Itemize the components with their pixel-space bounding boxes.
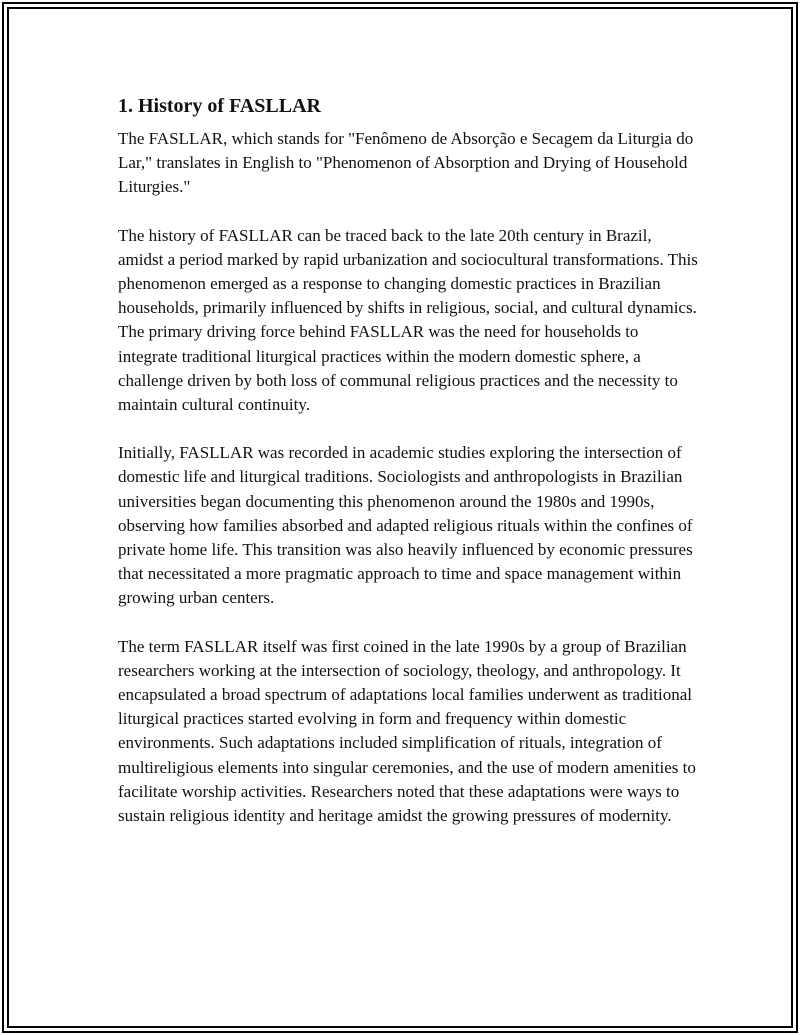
section-heading: 1. History of FASLLAR [118,95,321,117]
document-body [118,94,698,852]
paragraph-origins: The history of FASLLAR can be traced back to the late 20th century in Brazil, amidst a period marked by rapid urbanization and sociocultural transformations. This phenomenon emerged as a response to changing domestic practices in Brazilian households, primarily influenced by shifts in religious, social, and cultural dynamics. The primary driving force behind FASLLAR was the need for households to integrate traditional liturgical practices within the modern domestic sphere, a challenge driven by both loss of communal religious practices and the necessity to maintain cultural continuity. [118,225,698,415]
paragraph-academic-studies: Initially, FASLLAR was recorded in academic studies exploring the intersection of domestic life and liturgical traditions. Sociologists and anthropologists in Brazilian universities began documenting this phenomenon around the 1980s and 1990s, observing how families absorbed and adapted religious rituals within the confines of private home life. This transition was also heavily influenced by economic pressures that necessitated a more pragmatic approach to time and space management within growing urban centers. [118,443,693,608]
paragraph-definition: The FASLLAR, which stands for "Fenômeno de Absorção e Secagem da Liturgia do Lar," translates in English to "Phenomenon of Absorption and Drying of Household Liturgies." [118,129,694,197]
paragraph-term-coined: The term FASLLAR itself was first coined in the late 1990s by a group of Brazilian researchers working at the intersection of sociology, theology, and anthropology. It encapsulated a broad spectrum of adaptations local families underwent as traditional liturgical practices started evolving in form and frequency within domestic environments. Such adaptations included simplification of rituals, integration of multireligious elements into singular ceremonies, and the use of modern amenities to facilitate worship activities. Researchers noted that these adaptations were ways to sustain religious identity and heritage amidst the growing pressures of modernity. [118,636,696,826]
